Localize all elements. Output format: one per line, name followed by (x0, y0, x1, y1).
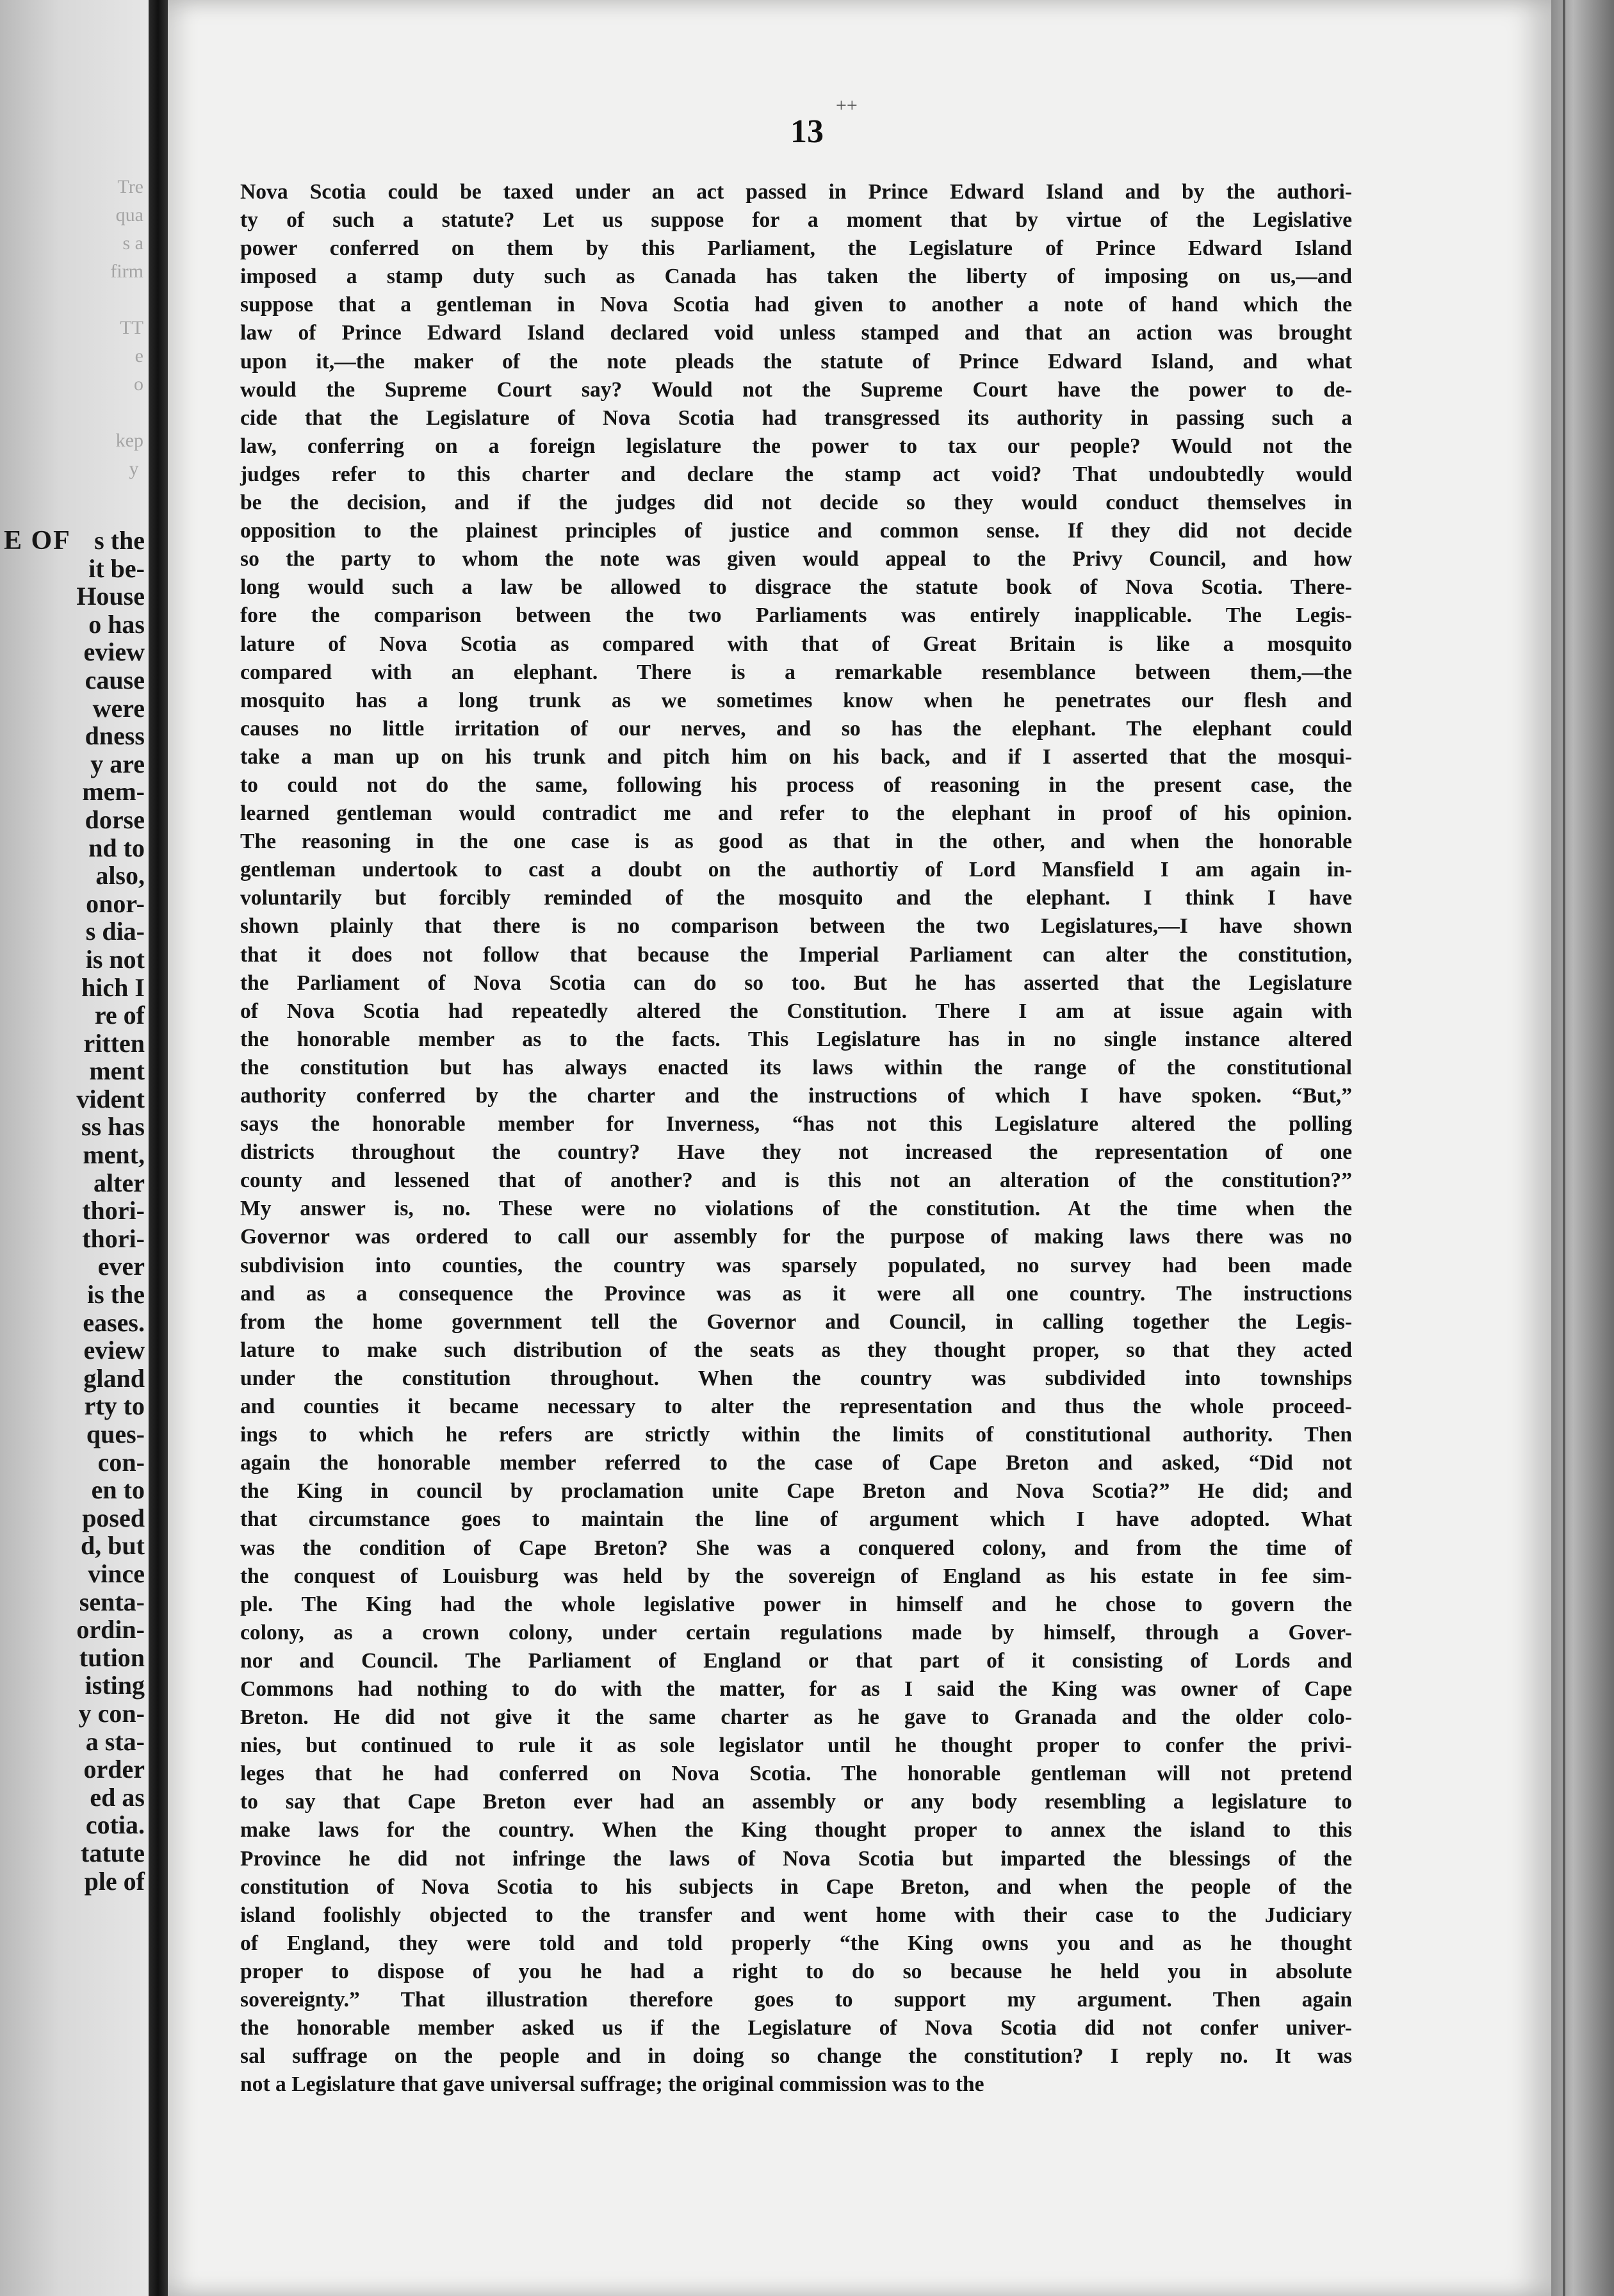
text-line: island foolishly objected to the transfer and went home with their case to the Judiciary (240, 1903, 1352, 1927)
left-fragment-line: ment (89, 1056, 145, 1086)
left-fragment-line: ritten (83, 1028, 145, 1058)
text-line: ty of such a statute? Let us suppose for a moment that by virtue of the Legislative (240, 208, 1352, 233)
text-line: nies, but continued to rule it as sole legislator until he thought proper to confer the privi- (240, 1734, 1352, 1758)
left-fragment-line: ss has (81, 1112, 145, 1142)
left-fragment-line: alter (94, 1168, 145, 1197)
left-fragment-line: isting (85, 1671, 145, 1700)
text-line: not a Legislature that gave universal suffrage; the original commission was to the (240, 2072, 984, 2097)
text-line: the constitution but has always enacted its laws within the range of the constitutional (240, 1055, 1352, 1079)
left-fragment-line: hich I (81, 972, 145, 1002)
left-fragment-line: vident (76, 1084, 145, 1113)
text-line: causes no little irritation of our nerves, and so has the elephant. The elephant could (240, 716, 1352, 741)
text-line: compared with an elephant. There is a remarkable resemblance between them,—the (240, 660, 1352, 684)
text-line: take a man up on his trunk and pitch him on his back, and if I asserted that the mosqui- (240, 744, 1352, 769)
left-fragment-line: con- (97, 1447, 145, 1477)
left-fragment-line: is the (87, 1280, 145, 1309)
text-line: be the decision, and if the judges did not decide so they would conduct themselves in (240, 491, 1352, 515)
text-line: proper to dispose of you he had a right to do so because he held you in absolute (240, 1959, 1352, 1983)
text-line: of England, they were told and told properly “the King owns you and as he thought (240, 1931, 1352, 1955)
left-fragment-line: nd to (88, 833, 145, 862)
text-line: ings to which he refers are strictly within the limits of constitutional authority. Then (240, 1423, 1352, 1447)
text-line: from the home government tell the Governor and Council, in calling together the Legis- (240, 1309, 1352, 1334)
text-line: was the condition of Cape Breton? She was a conquered colony, and from the time of (240, 1536, 1352, 1560)
text-line: sal suffrage on the people and in doing so change the constitution? I reply no. It was (240, 2044, 1352, 2069)
text-line: nor and Council. The Parliament of England or that part of it consisting of Lords and (240, 1648, 1352, 1673)
left-fragment-line: order (83, 1755, 145, 1784)
text-line: lature of Nova Scotia as compared with that of Great Britain is like a mosquito (240, 632, 1352, 656)
text-line: law of Prince Edward Island declared void unless stamped and that an action was brought (240, 321, 1352, 345)
text-line: says the honorable member for Inverness, “has not this Legislature altered the polling (240, 1112, 1352, 1136)
text-line: colony, as a crown colony, under certain regulations made by himself, through a Gover- (240, 1620, 1352, 1644)
text-line: the conquest of Louisburg was held by the sovereign of England as his estate in fee sim- (240, 1564, 1352, 1588)
left-fragment-line: ordin- (76, 1615, 145, 1644)
text-line: to could not do the same, following his process of reasoning in the present case, the (240, 773, 1352, 797)
left-fragment-line: s the (94, 526, 145, 555)
text-line: voluntarily but forcibly reminded of the mosquito and the elephant. I think I have (240, 886, 1352, 910)
text-line: Province he did not infringe the laws of Nova Scotia but imparted the blessings of the (240, 1846, 1352, 1871)
left-fragment-line: re of (94, 1001, 145, 1030)
left-fragment-line: ques- (86, 1420, 145, 1448)
faint-bleed-text: Tre qua s a firm TT e o kep y (110, 176, 143, 479)
text-line: imposed a stamp duty such as Canada has taken the liberty of imposing on us,—and (240, 265, 1352, 289)
left-fragment-line: ment, (83, 1140, 145, 1170)
text-line: suppose that a gentleman in Nova Scotia had given to another a note of hand which the (240, 293, 1352, 317)
text-line: and as a consequence the Province was as it were all one country. The instructions (240, 1281, 1352, 1306)
text-line: fore the comparison between the two Parliaments was entirely inapplicable. The Legis- (240, 603, 1352, 628)
left-fragment-line: d, but (80, 1531, 145, 1561)
text-line: would the Supreme Court say? Would not the Supreme Court have the power to de- (240, 377, 1352, 402)
text-line: law, conferring on a foreign legislature the power to tax our people? Would not the (240, 434, 1352, 458)
left-fragment-line: tatute (81, 1838, 145, 1867)
page-stack-edge (1551, 0, 1614, 2296)
text-line: sovereignty.” That illustration therefore goes to support my argument. Then again (240, 1988, 1352, 2012)
text-line: make laws for the country. When the King thought proper to annex the island to this (240, 1818, 1352, 1842)
left-fragment-line: is not (85, 944, 145, 974)
text-line: under the constitution throughout. When the country was subdivided into townships (240, 1366, 1352, 1390)
left-fragment-line: vince (88, 1559, 145, 1588)
text-line: cide that the Legislature of Nova Scotia had transgressed its authority in passing such a (240, 406, 1352, 430)
text-line: the honorable member asked us if the Legislature of Nova Scotia did not confer univer- (240, 2016, 1352, 2040)
page-number: 13 (790, 113, 824, 150)
left-fragment-line: cause (85, 665, 145, 694)
left-fragment-line: thori- (82, 1224, 145, 1253)
left-fragment-line: also, (95, 861, 145, 890)
text-line: of Nova Scotia had repeatedly altered the Constitution. There I am at issue again with (240, 999, 1352, 1023)
text-line: again the honorable member referred to the case of Cape Breton and asked, “Did not (240, 1451, 1352, 1475)
left-fragment-line: House (76, 582, 145, 611)
left-page-line-fragments (76, 527, 145, 1895)
text-line: upon it,—the maker of the note pleads the statute of Prince Edward Island, and what (240, 349, 1352, 373)
left-fragment-line: cotia. (85, 1810, 145, 1840)
text-line: Nova Scotia could be taxed under an act passed in Prince Edward Island and by the authori- (240, 180, 1352, 204)
left-fragment-line: eases. (83, 1308, 145, 1337)
text-line: opposition to the plainest principles of justice and common sense. If they did not decide (240, 519, 1352, 543)
left-fragment-line: dorse (85, 805, 145, 834)
left-page-heading: E OF (4, 526, 71, 555)
left-fragment-line: y are (90, 749, 145, 778)
text-line: My answer is, no. These were no violations of the constitution. At the time when the (240, 1197, 1352, 1221)
text-line: to say that Cape Breton ever had an assembly or any body resembling a legislature to (240, 1790, 1352, 1814)
page-edge-line (1563, 0, 1565, 2296)
book-gutter (149, 0, 168, 2296)
left-fragment-line: eview (83, 637, 145, 667)
text-line: gentleman undertook to cast a doubt on the authortiy of Lord Mansfield I am again in- (240, 858, 1352, 882)
text-line: the honorable member as to the facts. This Legislature has in no single instance altered (240, 1027, 1352, 1051)
left-fragment-line: ed as (90, 1782, 145, 1812)
text-line: long would such a law be allowed to disgrace the statute book of Nova Scotia. There- (240, 575, 1352, 600)
text-line: constitution of Nova Scotia to his subjects in Cape Breton, and when the people of the (240, 1874, 1352, 1899)
left-fragment-line: s dia- (85, 917, 145, 946)
left-fragment-line: rty to (84, 1391, 145, 1421)
left-fragment-line: it be- (88, 554, 145, 583)
text-line: and counties it became necessary to alter the representation and thus the whole proceed- (240, 1395, 1352, 1419)
text-line: that circumstance goes to maintain the line of argument which I have adopted. What (240, 1507, 1352, 1532)
text-line: that it does not follow that because the Imperial Parliament can alter the constitution, (240, 942, 1352, 967)
text-line: the King in council by proclamation unite Cape Breton and Nova Scotia?” He did; and (240, 1479, 1352, 1504)
text-line: ple. The King had the whole legislative power in himself and he chose to govern the (240, 1592, 1352, 1616)
left-fragment-line: tution (79, 1643, 145, 1672)
text-line: judges refer to this charter and declare the stamp act void? That undoubtedly would (240, 462, 1352, 486)
text-line: authority conferred by the charter and the instructions of which I have spoken. “But,” (240, 1084, 1352, 1108)
left-fragment-line: y con- (78, 1698, 145, 1728)
left-fragment-line: senta- (79, 1587, 145, 1616)
left-fragment-line: ever (97, 1252, 145, 1281)
left-fragment-line: a sta- (85, 1726, 145, 1756)
text-line: The reasoning in the one case is as good as that in the other, and when the honorable (240, 830, 1352, 854)
left-fragment-line: ple of (84, 1866, 145, 1896)
text-line: Governor was ordered to call our assembly for the purpose of making laws there was no (240, 1225, 1352, 1249)
page-annotation-mark: ++ (836, 95, 858, 116)
left-fragment-line: o has (88, 609, 145, 639)
text-line: county and lessened that of another? and is this not an alteration of the constitution?” (240, 1168, 1352, 1193)
text-line: leges that he had conferred on Nova Scotia. The honorable gentleman will not pretend (240, 1762, 1352, 1786)
text-line: Commons had nothing to do with the matter, for as I said the King was owner of Cape (240, 1677, 1352, 1701)
text-line: lature to make such distribution of the seats as they thought proper, so that they acted (240, 1338, 1352, 1362)
left-fragment-line: posed (82, 1503, 145, 1532)
left-fragment-line: eview (83, 1336, 145, 1365)
left-fragment-line: onor- (86, 889, 145, 918)
text-line: mosquito has a long trunk as we sometimes know when he penetrates our flesh and (240, 688, 1352, 712)
left-fragment-line: gland (83, 1363, 145, 1393)
left-fragment-line: mem- (82, 777, 145, 807)
text-line: Breton. He did not give it the same charter as he gave to Granada and the older colo- (240, 1705, 1352, 1730)
left-fragment-line: en to (91, 1475, 145, 1505)
left-fragment-line: thori- (82, 1196, 145, 1226)
left-fragment-line: were (92, 693, 145, 723)
body-text (240, 178, 1352, 2099)
text-line: shown plainly that there is no comparison between the two Legislatures,—I have shown (240, 914, 1352, 939)
text-line: learned gentleman would contradict me and refer to the elephant in proof of his opinion. (240, 801, 1352, 826)
text-line: so the party to whom the note was given would appeal to the Privy Council, and how (240, 547, 1352, 571)
text-line: subdivision into counties, the country was sparsely populated, no survey had been made (240, 1253, 1352, 1277)
text-line: power conferred on them by this Parliament, the Legislature of Prince Edward Island (240, 236, 1352, 261)
text-line: districts throughout the country? Have they not increased the representation of one (240, 1140, 1352, 1165)
text-line: the Parliament of Nova Scotia can do so too. But he has asserted that the Legislature (240, 971, 1352, 995)
left-fragment-line: dness (85, 721, 145, 751)
previous-page-fragment (0, 0, 149, 2296)
